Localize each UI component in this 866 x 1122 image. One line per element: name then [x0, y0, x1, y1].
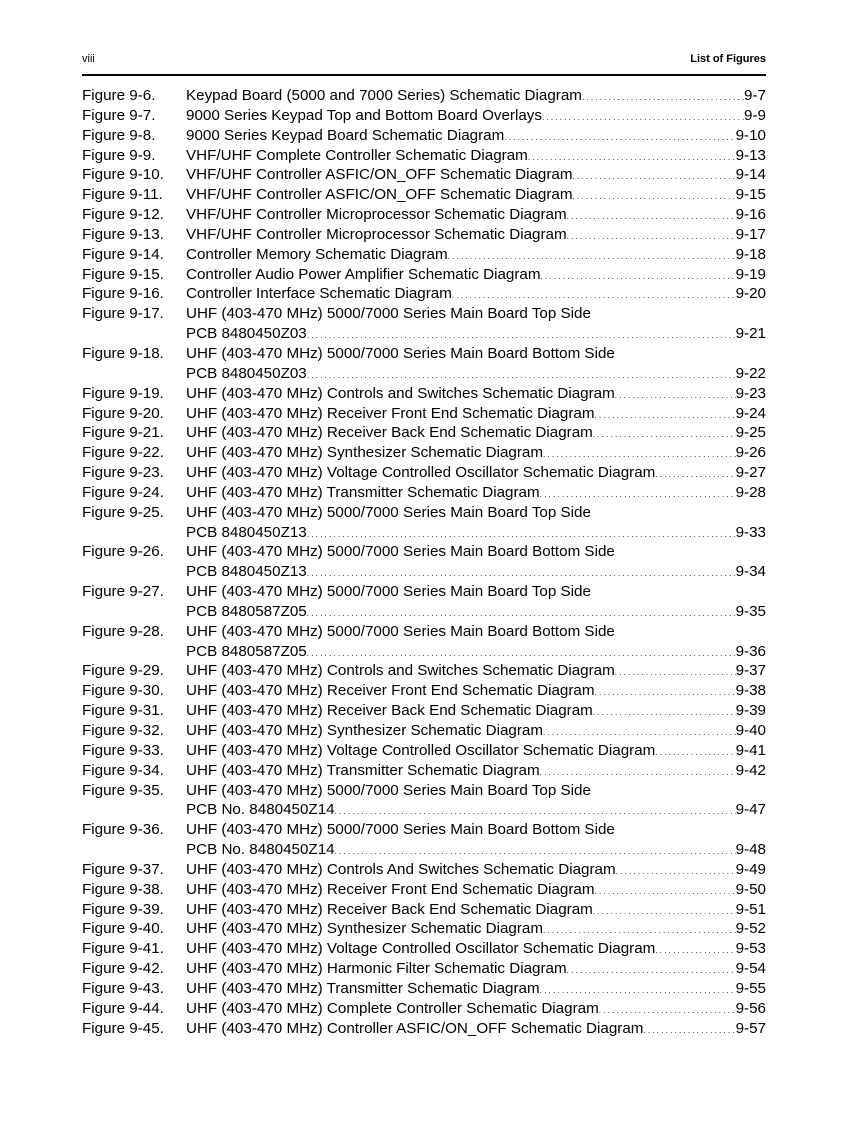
figure-number: Figure 9-23. [82, 464, 164, 482]
page-reference[interactable]: 9-13 [735, 146, 766, 164]
list-of-figures [82, 86, 766, 1039]
page-reference[interactable]: 9-37 [735, 662, 766, 680]
page-reference[interactable]: 9-17 [735, 225, 766, 243]
figure-number: Figure 9-18. [82, 344, 164, 362]
figure-entry-line [186, 364, 766, 386]
dot-leader [542, 106, 744, 128]
figure-entry[interactable] [82, 542, 766, 562]
figure-title: Controller Memory Schematic Diagram [186, 245, 448, 263]
figure-entry[interactable] [82, 741, 766, 761]
figure-entry-continuation[interactable] [82, 523, 766, 543]
figure-entry-line [186, 106, 766, 128]
figure-entry[interactable] [82, 205, 766, 225]
dot-leader [655, 741, 735, 763]
dot-leader [567, 225, 736, 247]
header-rule [82, 74, 766, 76]
figure-title: VHF/UHF Controller ASFIC/ON_OFF Schematic Diagram [186, 186, 573, 204]
page-reference[interactable]: 9-36 [735, 642, 766, 660]
figure-entry-line [186, 284, 766, 306]
figure-entry-line [186, 919, 766, 941]
figure-entry[interactable] [82, 781, 766, 801]
figure-title: UHF (403-470 MHz) 5000/7000 Series Main Board Bottom Side [186, 344, 615, 362]
figure-title: UHF (403-470 MHz) Complete Controller Schematic Diagram [186, 999, 599, 1017]
figure-number: Figure 9-22. [82, 444, 164, 462]
figure-number: Figure 9-27. [82, 583, 164, 601]
figure-entry[interactable] [82, 900, 766, 920]
figure-title: UHF (403-470 MHz) 5000/7000 Series Main Board Top Side [186, 503, 591, 521]
figure-title: UHF (403-470 MHz) 5000/7000 Series Main Board Top Side [186, 583, 591, 601]
figure-number: Figure 9-11. [82, 186, 163, 204]
figure-entry-continuation[interactable] [82, 642, 766, 662]
figure-number: Figure 9-7. [82, 106, 156, 124]
figure-title-continuation: PCB 8480587Z05 [186, 642, 307, 660]
dot-leader [307, 642, 736, 664]
figure-number: Figure 9-12. [82, 206, 164, 224]
page-reference[interactable]: 9-18 [735, 245, 766, 263]
dot-leader [452, 284, 736, 306]
dot-leader [595, 681, 736, 703]
figure-entry-continuation[interactable] [82, 324, 766, 344]
figure-number: Figure 9-36. [82, 821, 164, 839]
dot-leader [567, 205, 736, 227]
figure-title: 9000 Series Keypad Top and Bottom Board Overlays [186, 106, 542, 124]
figure-entry[interactable] [82, 384, 766, 404]
figure-title: UHF (403-470 MHz) Synthesizer Schematic Diagram [186, 920, 544, 938]
figure-number: Figure 9-8. [82, 126, 156, 144]
dot-leader [540, 483, 736, 505]
dot-leader [448, 245, 736, 267]
page-reference[interactable]: 9-7 [744, 87, 766, 104]
page-reference[interactable]: 9-15 [735, 186, 766, 204]
page-reference[interactable]: 9-19 [735, 265, 766, 283]
dot-leader [573, 185, 736, 207]
figure-entry-line [186, 225, 766, 247]
figure-entry[interactable] [82, 701, 766, 721]
dot-leader [595, 404, 736, 426]
dot-leader [616, 860, 736, 882]
figure-number: Figure 9-28. [82, 622, 164, 640]
figure-entry[interactable] [82, 582, 766, 602]
figure-number: Figure 9-9. [82, 146, 156, 164]
figure-entry[interactable] [82, 483, 766, 503]
figure-title: Keypad Board (5000 and 7000 Series) Schematic Diagram [186, 87, 582, 104]
dot-leader [540, 979, 736, 1001]
page-reference[interactable]: 9-41 [735, 741, 766, 759]
figure-entry-line [186, 384, 766, 406]
figure-title: UHF (403-470 MHz) 5000/7000 Series Main Board Top Side [186, 305, 591, 323]
figure-title: UHF (403-470 MHz) Voltage Controlled Oscillator Schematic Diagram [186, 464, 656, 482]
figure-title-continuation: PCB No. 8480450Z14 [186, 801, 335, 819]
figure-entry[interactable] [82, 106, 766, 126]
figure-title: UHF (403-470 MHz) 5000/7000 Series Main Board Bottom Side [186, 543, 615, 561]
page-reference[interactable]: 9-50 [735, 880, 766, 898]
figure-entry[interactable] [82, 959, 766, 979]
figure-entry[interactable] [82, 622, 766, 642]
page-reference[interactable]: 9-34 [735, 563, 766, 581]
dot-leader [307, 562, 736, 584]
dot-leader [307, 523, 736, 545]
page-reference[interactable]: 9-56 [735, 999, 766, 1017]
figure-entry[interactable] [82, 344, 766, 364]
page-reference[interactable]: 9-22 [735, 364, 766, 382]
figure-entry-line [186, 126, 766, 148]
figure-title: Controller Audio Power Amplifier Schematic Diagram [186, 265, 541, 283]
figure-entry-line [186, 701, 766, 723]
page-reference[interactable]: 9-51 [735, 900, 766, 918]
figure-title: UHF (403-470 MHz) Controls And Switches Schematic Diagram [186, 860, 616, 878]
figure-number: Figure 9-32. [82, 722, 164, 739]
figure-title: UHF (403-470 MHz) 5000/7000 Series Main Board Top Side [186, 781, 591, 799]
figure-entry[interactable] [82, 939, 766, 959]
figure-entry[interactable] [82, 919, 766, 939]
dot-leader [543, 443, 736, 465]
figure-title: UHF (403-470 MHz) Receiver Back End Schematic Diagram [186, 424, 593, 442]
figure-entry[interactable] [82, 443, 766, 463]
figure-entry-line [186, 840, 766, 862]
figure-title: UHF (403-470 MHz) Voltage Controlled Oscillator Schematic Diagram [186, 940, 656, 958]
figure-title: UHF (403-470 MHz) Controls and Switches Schematic Diagram [186, 662, 615, 680]
page-reference[interactable]: 9-39 [735, 702, 766, 720]
figure-entry[interactable] [82, 245, 766, 265]
figure-number: Figure 9-31. [82, 702, 164, 720]
dot-leader [655, 463, 735, 485]
dot-leader [655, 939, 735, 961]
figure-title: UHF (403-470 MHz) Transmitter Schematic Diagram [186, 483, 540, 501]
dot-leader [643, 1019, 735, 1041]
figure-title: UHF (403-470 MHz) Transmitter Schematic Diagram [186, 979, 540, 997]
figure-entry-line [186, 443, 766, 465]
figure-number: Figure 9-38. [82, 880, 164, 898]
dot-leader [615, 384, 736, 406]
figure-entry[interactable] [82, 265, 766, 285]
dot-leader [567, 959, 736, 981]
figure-number: Figure 9-45. [82, 1019, 164, 1037]
figure-entry-line [186, 761, 766, 783]
figure-title: UHF (403-470 MHz) Controller ASFIC/ON_OFF Schematic Diagram [186, 1019, 644, 1037]
page-reference[interactable]: 9-42 [735, 761, 766, 779]
figure-title-continuation: PCB 8480450Z03 [186, 364, 307, 382]
dot-leader [543, 919, 736, 941]
figure-entry-continuation[interactable] [82, 840, 766, 860]
page-reference[interactable]: 9-27 [735, 464, 766, 482]
figure-entry-line [186, 999, 766, 1021]
figure-entry[interactable] [82, 463, 766, 483]
figure-number: Figure 9-17. [82, 305, 164, 323]
page-reference[interactable]: 9-20 [735, 285, 766, 303]
dot-leader [540, 761, 736, 783]
figure-title: UHF (403-470 MHz) Harmonic Filter Schematic Diagram [186, 960, 567, 978]
figure-entry[interactable] [82, 820, 766, 840]
figure-title: UHF (403-470 MHz) 5000/7000 Series Main Board Bottom Side [186, 821, 615, 839]
figure-number: Figure 9-35. [82, 781, 164, 799]
figure-title: VHF/UHF Controller Microprocessor Schematic Diagram [186, 225, 567, 243]
figure-entry-line [186, 800, 766, 822]
figure-entry-line [186, 404, 766, 426]
figure-entry[interactable] [82, 503, 766, 523]
figure-entry-line [186, 463, 766, 485]
figure-entry-line [186, 86, 766, 108]
figure-entry[interactable] [82, 880, 766, 900]
figure-number: Figure 9-20. [82, 404, 164, 422]
figure-entry-line [186, 185, 766, 207]
figure-title: UHF (403-470 MHz) Transmitter Schematic Diagram [186, 761, 540, 779]
figure-number: Figure 9-33. [82, 741, 164, 759]
figure-title: UHF (403-470 MHz) Receiver Front End Schematic Diagram [186, 682, 595, 700]
figure-entry-continuation[interactable] [82, 602, 766, 622]
figure-entry-line [186, 265, 766, 287]
page-reference[interactable]: 9-26 [735, 444, 766, 462]
figure-number: Figure 9-6. [82, 87, 156, 104]
page-reference[interactable]: 9-49 [735, 860, 766, 878]
figure-entry-line [186, 602, 766, 624]
dot-leader [307, 364, 736, 386]
figure-entry[interactable] [82, 860, 766, 880]
figure-number: Figure 9-25. [82, 503, 164, 521]
page-reference[interactable]: 9-28 [735, 483, 766, 501]
figure-title: VHF/UHF Complete Controller Schematic Diagram [186, 146, 528, 164]
figure-entry-line [186, 245, 766, 267]
page-reference[interactable]: 9-57 [735, 1019, 766, 1037]
figure-title-continuation: PCB 8480450Z13 [186, 523, 307, 541]
dot-leader [335, 840, 736, 862]
figure-entry[interactable] [82, 225, 766, 245]
dot-leader [335, 800, 736, 822]
figure-entry[interactable] [82, 423, 766, 443]
page-reference[interactable]: 9-24 [735, 404, 766, 422]
page-reference[interactable]: 9-16 [735, 206, 766, 224]
figure-entry-line [186, 562, 766, 584]
figure-title-continuation: PCB 8480450Z03 [186, 325, 307, 343]
dot-leader [595, 880, 736, 902]
page-reference[interactable]: 9-53 [735, 940, 766, 958]
figure-entry[interactable] [82, 404, 766, 424]
figure-entry[interactable] [82, 126, 766, 146]
figure-number: Figure 9-30. [82, 682, 164, 700]
figure-entry[interactable] [82, 721, 766, 741]
figure-entry-line [186, 681, 766, 703]
figure-number: Figure 9-21. [82, 424, 164, 442]
page-header [82, 53, 766, 69]
figure-entry[interactable] [82, 284, 766, 304]
figure-number: Figure 9-15. [82, 265, 164, 283]
page-reference[interactable]: 9-25 [735, 424, 766, 442]
figure-number: Figure 9-34. [82, 761, 164, 779]
figure-entry[interactable] [82, 1019, 766, 1039]
figure-title: VHF/UHF Controller ASFIC/ON_OFF Schematic Diagram [186, 166, 573, 184]
dot-leader [307, 602, 736, 624]
dot-leader [593, 701, 736, 723]
figure-number: Figure 9-37. [82, 860, 164, 878]
page-reference[interactable]: 9-10 [735, 126, 766, 144]
figure-title: UHF (403-470 MHz) Voltage Controlled Oscillator Schematic Diagram [186, 741, 656, 759]
figure-entry-line [186, 165, 766, 187]
figure-title: UHF (403-470 MHz) Synthesizer Schematic Diagram [186, 444, 544, 462]
page-reference[interactable]: 9-48 [735, 841, 766, 859]
figure-entry-line [186, 1019, 766, 1041]
dot-leader [573, 165, 736, 187]
page-number: viii [82, 53, 95, 65]
figure-title: UHF (403-470 MHz) Receiver Back End Schematic Diagram [186, 900, 593, 918]
figure-title-continuation: PCB 8480587Z05 [186, 602, 307, 620]
figure-entry[interactable] [82, 165, 766, 185]
figure-entry-line [186, 939, 766, 961]
page-reference[interactable]: 9-55 [735, 979, 766, 997]
figure-title: UHF (403-470 MHz) Receiver Back End Schematic Diagram [186, 702, 593, 720]
figure-entry[interactable] [82, 999, 766, 1019]
figure-entry-line [186, 146, 766, 168]
figure-entry-line [186, 642, 766, 664]
dot-leader [615, 661, 736, 683]
figure-title: UHF (403-470 MHz) Synthesizer Schematic Diagram [186, 722, 544, 739]
page-reference[interactable]: 9-9 [744, 106, 766, 124]
figure-title: UHF (403-470 MHz) Receiver Front End Schematic Diagram [186, 880, 595, 898]
dot-leader [543, 721, 736, 743]
figure-entry-line [186, 205, 766, 227]
figure-entry[interactable] [82, 146, 766, 166]
dot-leader [593, 900, 736, 922]
dot-leader [504, 126, 735, 148]
figure-entry-line [186, 483, 766, 505]
figure-entry-line [186, 959, 766, 981]
dot-leader [528, 146, 736, 168]
figure-title-continuation: PCB 8480450Z13 [186, 563, 307, 581]
figure-title: 9000 Series Keypad Board Schematic Diagram [186, 126, 505, 144]
figure-entry-continuation[interactable] [82, 562, 766, 582]
figure-number: Figure 9-42. [82, 960, 164, 978]
figure-number: Figure 9-43. [82, 979, 164, 997]
figure-entry-continuation[interactable] [82, 800, 766, 820]
figure-entry-line [186, 324, 766, 346]
figure-number: Figure 9-26. [82, 543, 164, 561]
page-reference[interactable]: 9-40 [735, 722, 766, 739]
figure-number: Figure 9-41. [82, 940, 164, 958]
figure-entry-line [186, 661, 766, 683]
dot-leader [307, 324, 736, 346]
page-reference[interactable]: 9-47 [735, 801, 766, 819]
figure-entry[interactable] [82, 304, 766, 324]
figure-number: Figure 9-24. [82, 483, 164, 501]
section-title: List of Figures [690, 53, 766, 65]
page-reference[interactable]: 9-21 [735, 325, 766, 343]
page-reference[interactable]: 9-23 [735, 384, 766, 402]
figure-title: VHF/UHF Controller Microprocessor Schematic Diagram [186, 206, 567, 224]
dot-leader [599, 999, 736, 1021]
figure-entry[interactable] [82, 761, 766, 781]
dot-leader [582, 86, 744, 108]
page-reference[interactable]: 9-52 [735, 920, 766, 938]
figure-number: Figure 9-14. [82, 245, 164, 263]
figure-number: Figure 9-10. [82, 166, 164, 184]
figure-number: Figure 9-16. [82, 285, 164, 303]
figure-entry-line [186, 721, 766, 743]
figure-number: Figure 9-19. [82, 384, 164, 402]
figure-number: Figure 9-29. [82, 662, 164, 680]
figure-number: Figure 9-40. [82, 920, 164, 938]
figure-title: UHF (403-470 MHz) 5000/7000 Series Main Board Bottom Side [186, 622, 615, 640]
figure-number: Figure 9-44. [82, 999, 164, 1017]
figure-entry[interactable] [82, 681, 766, 701]
page-reference[interactable]: 9-54 [735, 960, 766, 978]
figure-entry-line [186, 979, 766, 1001]
figure-number: Figure 9-39. [82, 900, 164, 918]
figure-entry[interactable] [82, 86, 766, 106]
figure-entry[interactable] [82, 979, 766, 999]
figure-entry-line [186, 860, 766, 882]
figure-title: Controller Interface Schematic Diagram [186, 285, 452, 303]
figure-entry-line [186, 900, 766, 922]
figure-entry[interactable] [82, 185, 766, 205]
figure-entry-line [186, 880, 766, 902]
figure-title: UHF (403-470 MHz) Controls and Switches Schematic Diagram [186, 384, 615, 402]
dot-leader [593, 423, 736, 445]
figure-entry-continuation[interactable] [82, 364, 766, 384]
figure-entry-line [186, 423, 766, 445]
page-reference[interactable]: 9-14 [735, 166, 766, 184]
figure-title-continuation: PCB No. 8480450Z14 [186, 841, 335, 859]
page-reference[interactable]: 9-38 [735, 682, 766, 700]
figure-entry-line [186, 741, 766, 763]
figure-entry-line [186, 523, 766, 545]
figure-number: Figure 9-13. [82, 225, 164, 243]
figure-entry[interactable] [82, 661, 766, 681]
dot-leader [541, 265, 736, 287]
page-reference[interactable]: 9-35 [735, 602, 766, 620]
page-reference[interactable]: 9-33 [735, 523, 766, 541]
figure-title: UHF (403-470 MHz) Receiver Front End Schematic Diagram [186, 404, 595, 422]
